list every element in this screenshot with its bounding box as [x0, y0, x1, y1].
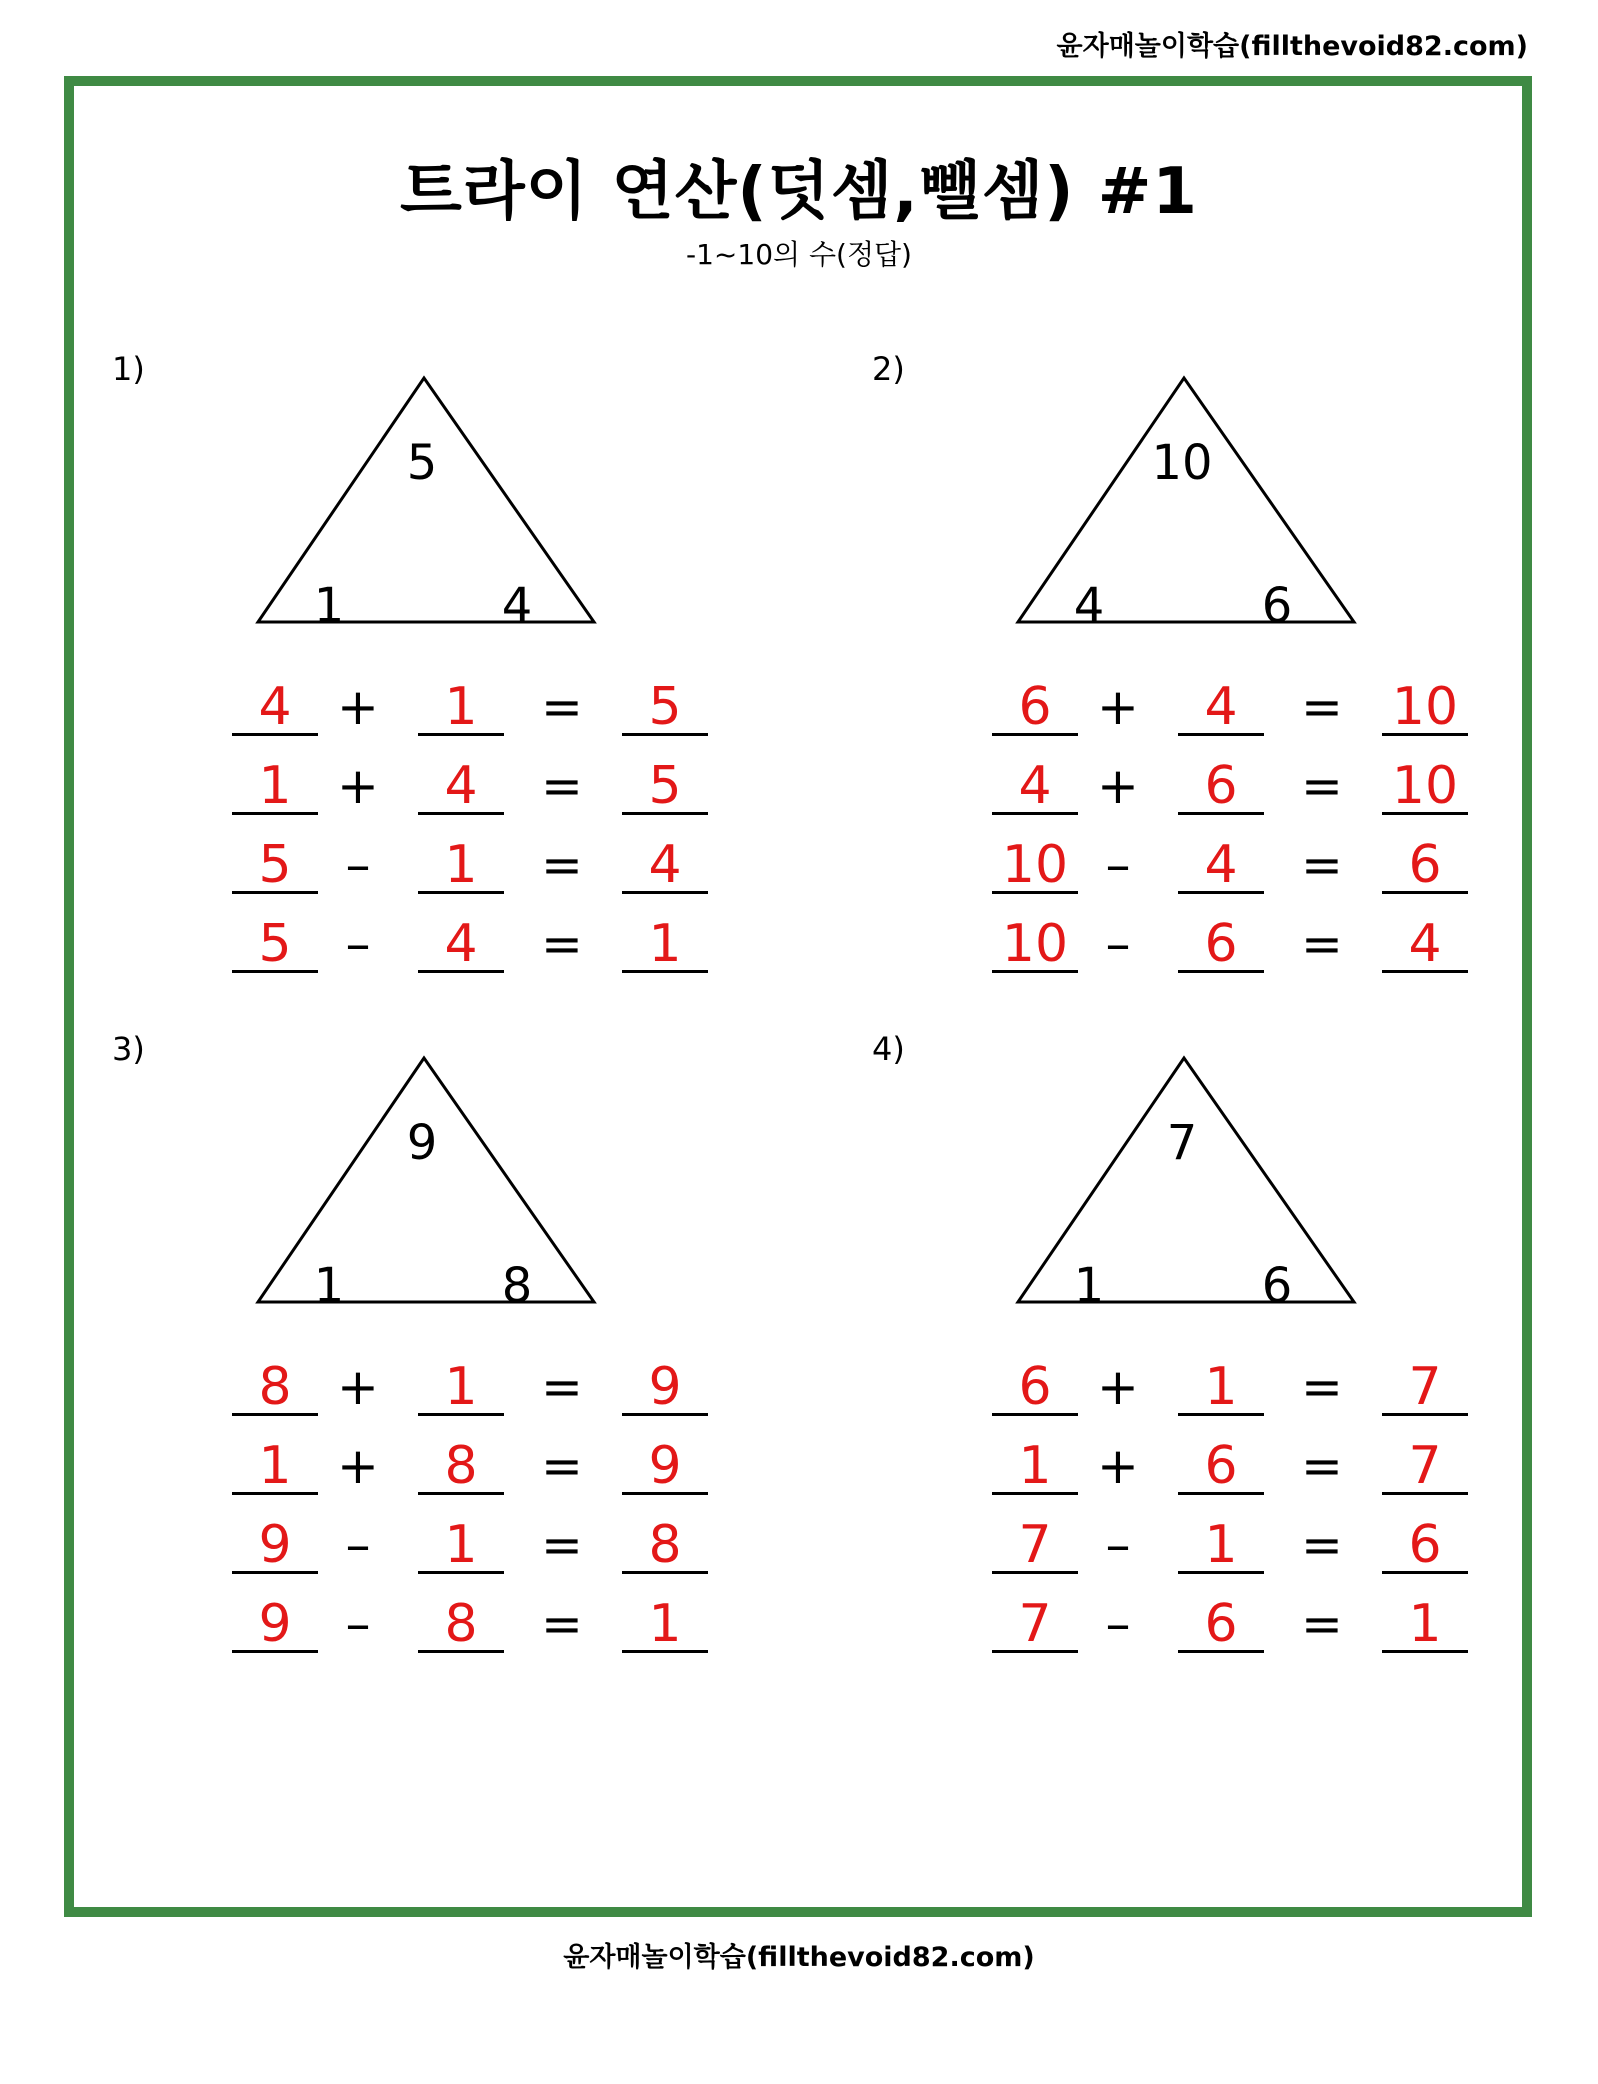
problem-4	[872, 1030, 1572, 1670]
operator: +	[1097, 1437, 1139, 1495]
equals-sign: =	[1301, 678, 1343, 736]
problem-2	[872, 350, 1572, 990]
operator: +	[1097, 757, 1139, 815]
answer-blank[interactable]: 10	[1382, 760, 1468, 815]
answer-blank[interactable]: 7	[992, 1519, 1078, 1574]
operator: –	[345, 1595, 371, 1653]
answer-blank[interactable]: 8	[418, 1598, 504, 1653]
operator: +	[337, 1437, 379, 1495]
triangle-right-number: 4	[501, 578, 533, 634]
operator: –	[345, 1516, 371, 1574]
worksheet-title: 트라이 연산(덧셈,뺄셈) #1	[400, 155, 1198, 229]
answer-blank[interactable]: 8	[232, 1361, 318, 1416]
problem-1	[112, 350, 812, 990]
operator: –	[345, 836, 371, 894]
equation-row	[232, 756, 752, 820]
operator: +	[337, 678, 379, 736]
triangle-right-number: 6	[1261, 1258, 1293, 1314]
operator: –	[1105, 836, 1131, 894]
site-header: 윤자매놀이학습(fillthevoid82.com)	[1056, 31, 1528, 62]
operator: –	[1105, 915, 1131, 973]
equation-row	[232, 1436, 752, 1500]
equals-sign: =	[1301, 757, 1343, 815]
answer-blank[interactable]: 6	[1178, 1598, 1264, 1653]
answer-blank[interactable]: 10	[1382, 681, 1468, 736]
equation-row	[232, 677, 752, 741]
answer-blank[interactable]: 6	[1178, 918, 1264, 973]
operator: +	[1097, 1358, 1139, 1416]
answer-blank[interactable]: 10	[992, 918, 1078, 973]
triangle-top-number: 7	[1166, 1115, 1198, 1171]
equals-sign: =	[1301, 836, 1343, 894]
answer-blank[interactable]: 9	[232, 1598, 318, 1653]
equals-sign: =	[541, 915, 583, 973]
operator: –	[1105, 1595, 1131, 1653]
answer-blank[interactable]: 4	[1178, 681, 1264, 736]
equals-sign: =	[541, 1358, 583, 1416]
equation-row	[992, 1436, 1512, 1500]
answer-blank[interactable]: 1	[1178, 1361, 1264, 1416]
answer-blank[interactable]: 5	[622, 760, 708, 815]
triangle-left-number: 1	[1073, 1258, 1105, 1314]
problem-number: 3)	[112, 1030, 145, 1068]
answer-blank[interactable]: 4	[418, 918, 504, 973]
answer-blank[interactable]: 1	[992, 1440, 1078, 1495]
equation-row	[992, 1357, 1512, 1421]
answer-blank[interactable]: 4	[622, 839, 708, 894]
equation-row	[992, 1515, 1512, 1579]
problem-number: 4)	[872, 1030, 905, 1068]
answer-blank[interactable]: 6	[992, 681, 1078, 736]
answer-blank[interactable]: 10	[992, 839, 1078, 894]
equals-sign: =	[1301, 1358, 1343, 1416]
answer-blank[interactable]: 1	[1382, 1598, 1468, 1653]
equals-sign: =	[1301, 1516, 1343, 1574]
triangle-top-number: 9	[406, 1115, 438, 1171]
answer-blank[interactable]: 7	[1382, 1361, 1468, 1416]
answer-blank[interactable]: 6	[1178, 760, 1264, 815]
answer-blank[interactable]: 6	[992, 1361, 1078, 1416]
triangle-top-number: 10	[1151, 435, 1213, 491]
answer-blank[interactable]: 4	[1178, 839, 1264, 894]
equals-sign: =	[541, 1516, 583, 1574]
answer-blank[interactable]: 5	[232, 918, 318, 973]
equation-row	[992, 835, 1512, 899]
equals-sign: =	[541, 1595, 583, 1653]
equation-row	[232, 914, 752, 978]
equation-row	[992, 914, 1512, 978]
answer-blank[interactable]: 6	[1178, 1440, 1264, 1495]
triangle-left-number: 1	[313, 1258, 345, 1314]
answer-blank[interactable]: 6	[1382, 839, 1468, 894]
answer-blank[interactable]: 1	[232, 760, 318, 815]
equation-row	[232, 1515, 752, 1579]
operator: –	[345, 915, 371, 973]
triangle-top-number: 5	[406, 435, 438, 491]
equals-sign: =	[541, 1437, 583, 1495]
answer-blank[interactable]: 1	[232, 1440, 318, 1495]
site-footer: 윤자매놀이학습(fillthevoid82.com)	[563, 1942, 1035, 1973]
answer-blank[interactable]: 1	[622, 1598, 708, 1653]
equation-row	[232, 1594, 752, 1658]
answer-blank[interactable]: 4	[232, 681, 318, 736]
answer-blank[interactable]: 8	[418, 1440, 504, 1495]
triangle-left-number: 4	[1073, 578, 1105, 634]
answer-blank[interactable]: 1	[418, 1361, 504, 1416]
equals-sign: =	[541, 836, 583, 894]
answer-blank[interactable]: 1	[622, 918, 708, 973]
answer-blank[interactable]: 4	[1382, 918, 1468, 973]
problem-3	[112, 1030, 812, 1670]
operator: –	[1105, 1516, 1131, 1574]
equation-row	[992, 1594, 1512, 1658]
triangle-right-number: 8	[501, 1258, 533, 1314]
operator: +	[337, 757, 379, 815]
answer-blank[interactable]: 7	[1382, 1440, 1468, 1495]
worksheet-subtitle: -1~10의 수(정답)	[686, 238, 912, 271]
answer-blank[interactable]: 9	[232, 1519, 318, 1574]
equals-sign: =	[1301, 915, 1343, 973]
answer-blank[interactable]: 8	[622, 1519, 708, 1574]
answer-blank[interactable]: 5	[622, 681, 708, 736]
problem-number: 1)	[112, 350, 145, 388]
answer-blank[interactable]: 1	[1178, 1519, 1264, 1574]
equation-row	[992, 677, 1512, 741]
equation-row	[232, 835, 752, 899]
operator: +	[1097, 678, 1139, 736]
answer-blank[interactable]: 1	[418, 839, 504, 894]
equals-sign: =	[541, 678, 583, 736]
answer-blank[interactable]: 5	[232, 839, 318, 894]
answer-blank[interactable]: 1	[418, 1519, 504, 1574]
equals-sign: =	[541, 757, 583, 815]
answer-blank[interactable]: 4	[992, 760, 1078, 815]
equals-sign: =	[1301, 1595, 1343, 1653]
answer-blank[interactable]: 6	[1382, 1519, 1468, 1574]
answer-blank[interactable]: 9	[622, 1361, 708, 1416]
equation-row	[232, 1357, 752, 1421]
problem-number: 2)	[872, 350, 905, 388]
answer-blank[interactable]: 9	[622, 1440, 708, 1495]
answer-blank[interactable]: 7	[992, 1598, 1078, 1653]
answer-blank[interactable]: 1	[418, 681, 504, 736]
operator: +	[337, 1358, 379, 1416]
triangle-left-number: 1	[313, 578, 345, 634]
equals-sign: =	[1301, 1437, 1343, 1495]
equation-row	[992, 756, 1512, 820]
answer-blank[interactable]: 4	[418, 760, 504, 815]
triangle-right-number: 6	[1261, 578, 1293, 634]
